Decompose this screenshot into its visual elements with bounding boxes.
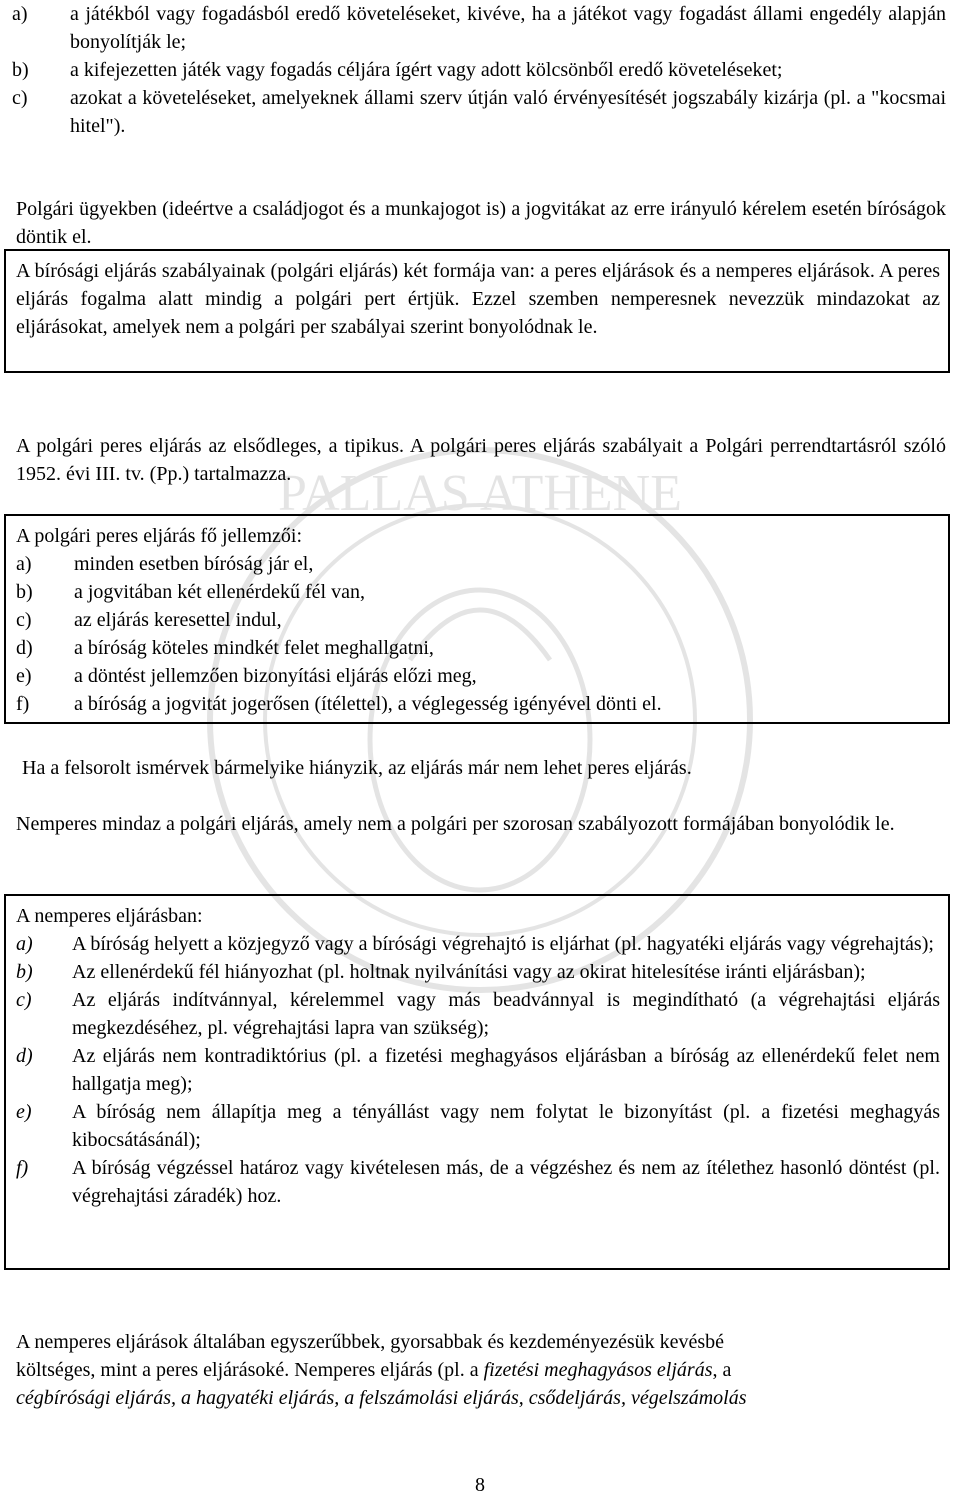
features-list: [16, 522, 940, 718]
list-item: [16, 930, 940, 958]
final-line-1: A nemperes eljárások általában egyszerűbbek, gyorsabbak és kezdeményezésük kevésbé: [16, 1331, 725, 1353]
paragraph-missing-criteria: Ha a felsorolt ismérvek bármelyike hiányzik, az eljárás már nem lehet peres eljárás.: [22, 757, 692, 779]
list-item: [16, 1154, 940, 1210]
list-item-label: a): [12, 3, 28, 25]
list-item: [16, 634, 940, 662]
italic-term: fizetési meghagyásos eljárás: [483, 1359, 713, 1381]
definition-text: A bírósági eljárás szabályainak (polgári eljárás) két formája van: a peres eljárások és a nemperes eljárások. A peres eljárás fogalma alatt mindig a polgári pert értjük. Ezzel szemben nemperesnek nevezzük mindazokat az eljárásokat, amelyek nem a polgári per szabályai szerint bonyolódnak le.: [16, 260, 940, 338]
list-item-text: a döntést jellemzően bizonyítási eljárás előzi meg,: [74, 665, 477, 687]
list-item-text: Az eljárás nem kontradiktórius (pl. a fizetési meghagyásos eljárásban a bíróság az ellenérdekű felet nem hallgatja meg);: [72, 1045, 940, 1095]
paragraph-simpler-procedures: [16, 1328, 946, 1412]
features-heading: A polgári peres eljárás fő jellemzői:: [16, 525, 303, 547]
list-item-label: e): [16, 665, 32, 687]
list-item: [16, 550, 940, 578]
list-item-label: d): [16, 1045, 33, 1067]
claims-list: [12, 0, 946, 140]
paragraph-non-litigious: Nemperes mindaz a polgári eljárás, amely nem a polgári per szorosan szabályozott formájában bonyolódik le.: [16, 813, 895, 835]
list-item-label: a): [16, 553, 32, 575]
list-item-text: az eljárás keresettel indul,: [74, 609, 282, 631]
non-litigious-box: [4, 894, 950, 1270]
final-line-2-end: , a: [712, 1359, 732, 1381]
list-item-text: A bíróság nem állapítja meg a tényállást vagy nem folytat le bizonyítást (pl. a fizetési meghagyás kibocsátásánál);: [72, 1101, 940, 1151]
list-item-text: a kifejezetten játék vagy fogadás céljára ígért vagy adott kölcsönből eredő követeléseket;: [70, 59, 783, 81]
list-item-label: b): [12, 59, 29, 81]
list-item-text: minden esetben bíróság jár el,: [74, 553, 314, 575]
list-item-label: d): [16, 637, 33, 659]
list-item-text: Az ellenérdekű fél hiányozhat (pl. holtnak nyilvánítási vagy az okirat hitelesítése iránti eljárásban);: [72, 961, 866, 983]
list-item-label: a): [16, 933, 33, 955]
non-litigious-list: [16, 902, 940, 1210]
definition-box: [4, 249, 950, 373]
list-item-text: azokat a követeléseket, amelyeknek állami szerv útján való érvényesítését jogszabály kizárja (pl. a "kocsmai hitel").: [70, 87, 946, 137]
list-item-text: a bíróság köteles mindkét felet meghallgatni,: [74, 637, 434, 659]
list-item: [12, 0, 946, 56]
final-line-2-text: költséges, mint a peres eljárásoké. Nemperes eljárás (pl. a: [16, 1359, 484, 1381]
page-number: 8: [475, 1474, 485, 1496]
list-item-label: c): [16, 609, 32, 631]
paragraph-civil-cases: Polgári ügyekben (ideértve a családjogot és a munkajogot is) a jogvitákat az erre irányuló kérelem esetén bíróságok döntik el.: [16, 198, 946, 248]
list-item: [16, 662, 940, 690]
list-item: [16, 1042, 940, 1098]
non-litigious-heading: A nemperes eljárásban:: [16, 905, 203, 927]
final-line-3: cégbírósági eljárás, a hagyatéki eljárás, a felszámolási eljárás, csődeljárás, végelszámolás: [16, 1387, 747, 1409]
list-item-label: f): [16, 693, 30, 715]
list-item-label: c): [12, 87, 28, 109]
list-item: [16, 958, 940, 986]
list-item: [16, 986, 940, 1042]
list-item-text: A bíróság helyett a közjegyző vagy a bírósági végrehajtó is eljárhat (pl. hagyatéki eljárás vagy végrehajtás);: [72, 933, 934, 955]
list-item-label: b): [16, 581, 33, 603]
list-item-text: Az eljárás indítvánnyal, kérelemmel vagy más beadvánnyal is megindítható (a végrehajtási eljárás megkezdéséhez, pl. végrehajtási lapra van szükség);: [72, 989, 940, 1039]
paragraph-primary-procedure: A polgári peres eljárás az elsődleges, a tipikus. A polgári peres eljárás szabályait a Polgári perrendtartásról szóló 1952. évi III. tv. (Pp.) tartalmazza.: [16, 435, 946, 485]
list-item-text: a bíróság a jogvitát jogerősen (ítélettel), a véglegesség igényével dönti el.: [74, 693, 662, 715]
litigation-features-box: [4, 514, 950, 724]
list-item-label: c): [16, 989, 32, 1011]
final-line-2: [16, 1356, 946, 1384]
list-item-text: a játékból vagy fogadásból eredő követeléseket, kivéve, ha a játékot vagy fogadást állami engedély alapján bonyolítják le;: [70, 3, 946, 53]
list-item-text: a jogvitában két ellenérdekű fél van,: [74, 581, 365, 603]
seal-text: PALLAS ATHENE: [277, 465, 683, 522]
list-item: [12, 56, 946, 84]
list-item: [16, 578, 940, 606]
list-item-text: A bíróság végzéssel határoz vagy kivételesen más, de a végzéshez és nem az ítélethez hasonló döntést (pl. végrehajtási záradék) hoz.: [72, 1157, 940, 1207]
list-item: [12, 84, 946, 140]
list-item: [16, 606, 940, 634]
list-item-label: e): [16, 1101, 32, 1123]
list-item-label: b): [16, 961, 33, 983]
list-item-label: f): [16, 1157, 29, 1179]
list-item: [16, 1098, 940, 1154]
list-item: [16, 690, 940, 718]
